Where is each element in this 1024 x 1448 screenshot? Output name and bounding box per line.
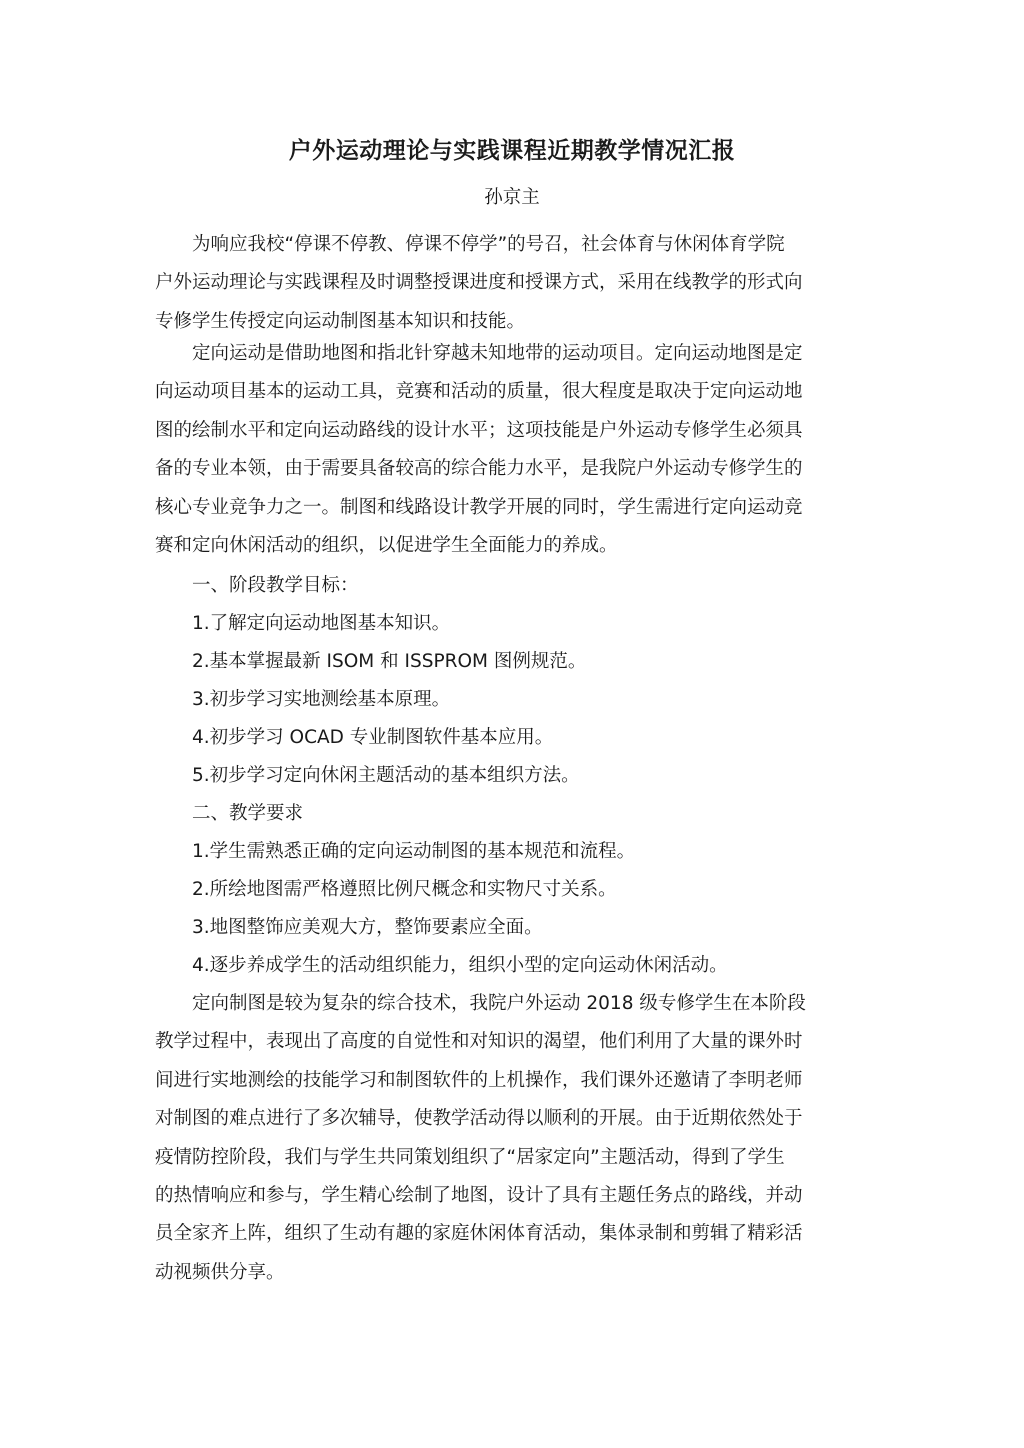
paragraph-line: 的热情响应和参与，学生精心绘制了地图，设计了具有主题任务点的路线，并动 bbox=[155, 1185, 803, 1207]
paragraph-line: 向运动项目基本的运动工具，竞赛和活动的质量，很大程度是取决于定向运动地 bbox=[155, 381, 803, 403]
requirement-item: 2.所绘地图需严格遵照比例尺概念和实物尺寸关系。 bbox=[192, 879, 617, 900]
paragraph-line: 赛和定向休闲活动的组织，以促进学生全面能力的养成。 bbox=[155, 535, 618, 557]
goal-item: 1.了解定向运动地图基本知识。 bbox=[192, 613, 451, 634]
conclusion-paragraph bbox=[155, 985, 869, 1292]
goal-item: 4.初步学习 OCAD 专业制图软件基本应用。 bbox=[192, 727, 554, 748]
document-title: 户外运动理论与实践课程近期教学情况汇报 bbox=[288, 138, 736, 164]
document-author: 孙京主 bbox=[484, 187, 540, 208]
goal-item: 2.基本掌握最新 ISOM 和 ISSPROM 图例规范。 bbox=[192, 651, 587, 672]
paragraph-line: 教学过程中，表现出了高度的自觉性和对知识的渴望，他们利用了大量的课外时 bbox=[155, 1031, 803, 1053]
paragraph-line: 疫情防控阶段，我们与学生共同策划组织了“居家定向”主题活动，得到了学生 bbox=[155, 1146, 785, 1168]
paragraph-line: 对制图的难点进行了多次辅导，使教学活动得以顺利的开展。由于近期依然处于 bbox=[155, 1108, 803, 1130]
paragraph-line: 定向制图是较为复杂的综合技术，我院户外运动 2018 级专修学生在本阶段 bbox=[192, 993, 806, 1014]
paragraph-line: 备的专业本领，由于需要具备较高的综合能力水平，是我院户外运动专修学生的 bbox=[155, 458, 803, 480]
goal-item: 3.初步学习实地测绘基本原理。 bbox=[192, 689, 451, 710]
paragraph-line: 图的绘制水平和定向运动路线的设计水平；这项技能是户外运动专修学生必须具 bbox=[155, 419, 803, 441]
paragraph-line: 动视频供分享。 bbox=[155, 1261, 285, 1283]
intro-paragraph bbox=[155, 226, 869, 341]
paragraph-line: 为响应我校“停课不停教、停课不停学”的号召，社会体育与休闲体育学院 bbox=[192, 234, 785, 255]
paragraph-line: 定向运动是借助地图和指北针穿越未知地带的运动项目。定向运动地图是定 bbox=[192, 343, 803, 364]
requirement-item: 1.学生需熟悉正确的定向运动制图的基本规范和流程。 bbox=[192, 841, 636, 862]
paragraph-line: 专修学生传授定向运动制图基本知识和技能。 bbox=[155, 310, 526, 332]
orienteering-paragraph bbox=[155, 335, 869, 565]
goal-item: 5.初步学习定向休闲主题活动的基本组织方法。 bbox=[192, 765, 580, 786]
requirement-item: 4.逐步养成学生的活动组织能力，组织小型的定向运动休闲活动。 bbox=[192, 955, 728, 976]
paragraph-line: 间进行实地测绘的技能学习和制图软件的上机操作，我们课外还邀请了李明老师 bbox=[155, 1069, 803, 1091]
requirements-heading: 二、教学要求 bbox=[192, 803, 304, 824]
paragraph-line: 员全家齐上阵，组织了生动有趣的家庭休闲体育活动，集体录制和剪辑了精彩活 bbox=[155, 1223, 803, 1245]
requirement-item: 3.地图整饰应美观大方，整饰要素应全面。 bbox=[192, 917, 543, 938]
goals-heading: 一、阶段教学目标： bbox=[192, 575, 359, 596]
paragraph-line: 户外运动理论与实践课程及时调整授课进度和授课方式，采用在线教学的形式向 bbox=[155, 272, 803, 294]
paragraph-line: 核心专业竞争力之一。制图和线路设计教学开展的同时，学生需进行定向运动竞 bbox=[155, 496, 803, 518]
